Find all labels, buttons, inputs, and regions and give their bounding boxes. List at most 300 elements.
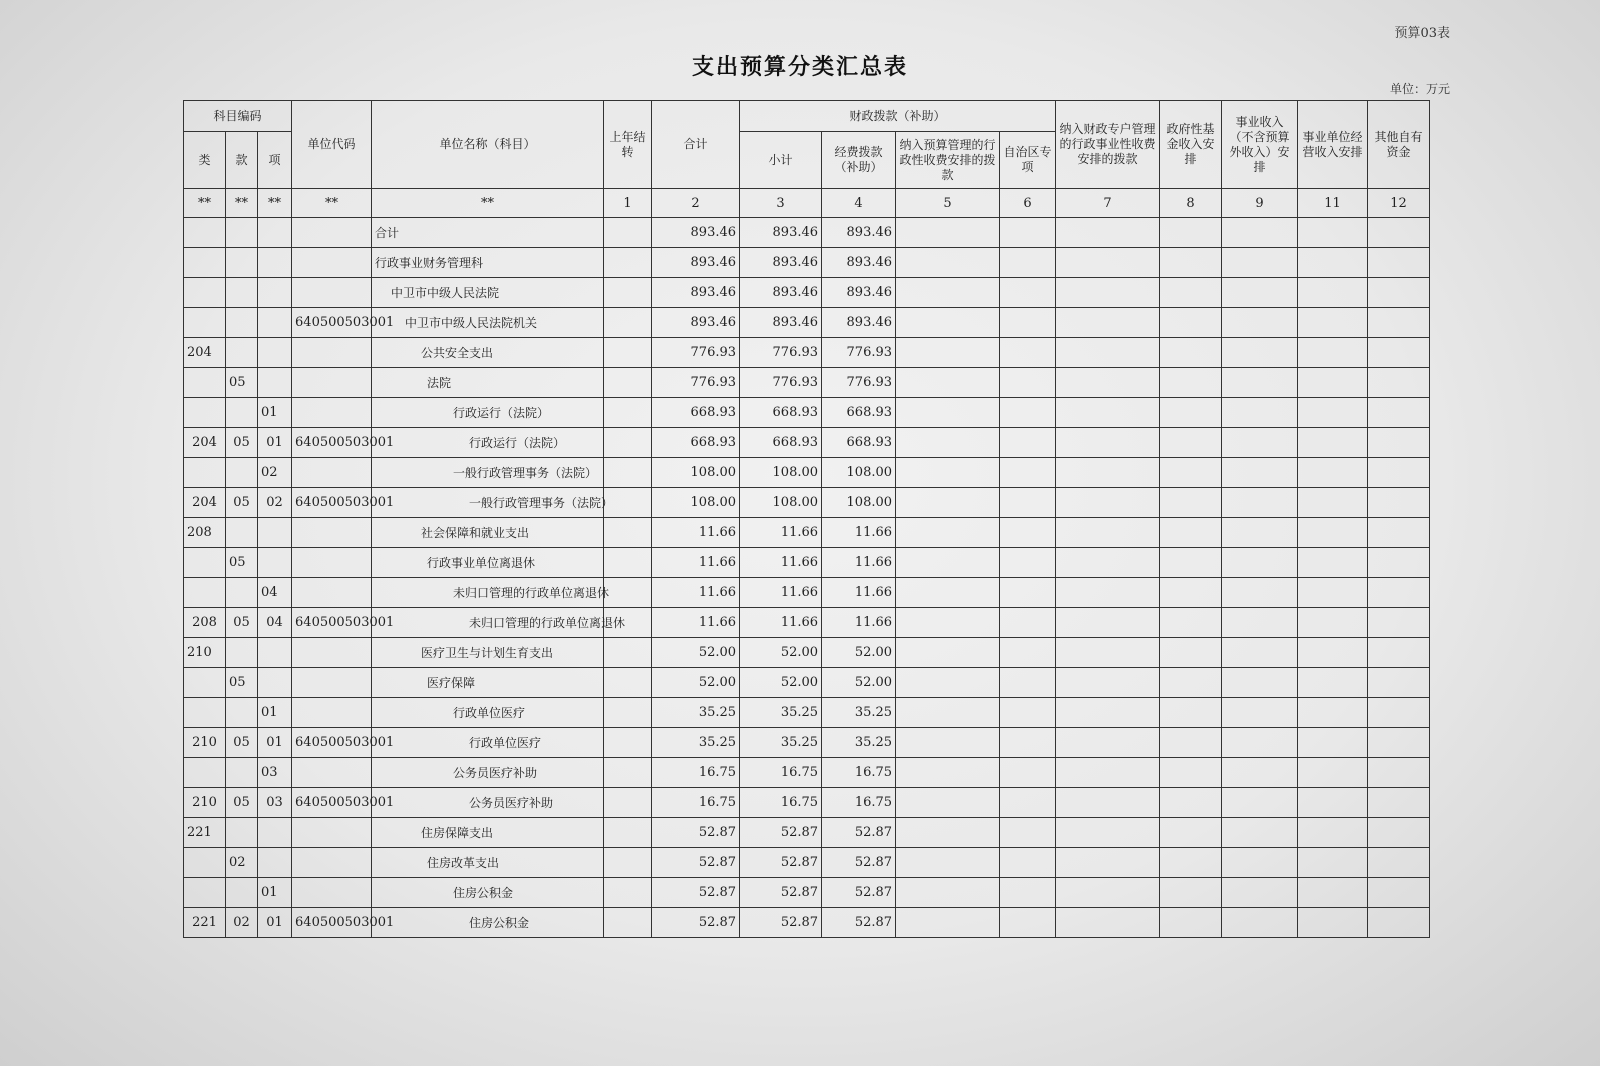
- regular-cell: 35.25: [822, 698, 896, 728]
- business-income-cell: [1222, 758, 1298, 788]
- unit-code-cell: [292, 878, 372, 908]
- subtotal-cell: 35.25: [740, 728, 822, 758]
- subtotal-cell: 108.00: [740, 488, 822, 518]
- total-cell: 35.25: [652, 698, 740, 728]
- admin-fee-cell: [896, 878, 1000, 908]
- business-income-cell: [1222, 368, 1298, 398]
- total-cell: 11.66: [652, 518, 740, 548]
- business-income-cell: [1222, 488, 1298, 518]
- operating-income-cell: [1298, 758, 1368, 788]
- xiang-cell: 03: [258, 788, 292, 818]
- other-funds-cell: [1368, 398, 1430, 428]
- subtotal-cell: 11.66: [740, 548, 822, 578]
- gov-fund-cell: [1160, 548, 1222, 578]
- admin-fee-cell: [896, 488, 1000, 518]
- region-special-cell: [1000, 608, 1056, 638]
- gov-fund-cell: [1160, 428, 1222, 458]
- lei-cell: [184, 278, 226, 308]
- other-funds-cell: [1368, 368, 1430, 398]
- operating-income-cell: [1298, 668, 1368, 698]
- admin-fee-cell: [896, 278, 1000, 308]
- carryover-cell: [604, 698, 652, 728]
- gov-fund-cell: [1160, 248, 1222, 278]
- header-admin-fee: 纳入预算管理的行政性收费安排的拨款: [896, 132, 1000, 189]
- operating-income-cell: [1298, 338, 1368, 368]
- table-row: [184, 758, 1430, 788]
- total-cell: 668.93: [652, 428, 740, 458]
- business-income-cell: [1222, 338, 1298, 368]
- lei-cell: 208: [184, 608, 226, 638]
- kuan-cell: [226, 758, 258, 788]
- xiang-cell: 01: [258, 728, 292, 758]
- lei-cell: [184, 308, 226, 338]
- unit-name-cell: 公共安全支出: [372, 338, 604, 368]
- xiang-cell: 04: [258, 578, 292, 608]
- region-special-cell: [1000, 818, 1056, 848]
- table-row: [184, 488, 1430, 518]
- unit-name-cell: 住房公积金: [372, 908, 604, 938]
- regular-cell: 52.87: [822, 908, 896, 938]
- unit-name-cell: 未归口管理的行政单位离退休: [372, 578, 604, 608]
- regular-cell: 16.75: [822, 758, 896, 788]
- kuan-cell: 05: [226, 428, 258, 458]
- subtotal-cell: 668.93: [740, 398, 822, 428]
- kuan-cell: [226, 878, 258, 908]
- carryover-cell: [604, 638, 652, 668]
- region-special-cell: [1000, 428, 1056, 458]
- kuan-cell: [226, 308, 258, 338]
- operating-income-cell: [1298, 578, 1368, 608]
- regular-cell: 893.46: [822, 278, 896, 308]
- region-special-cell: [1000, 638, 1056, 668]
- operating-income-cell: [1298, 728, 1368, 758]
- other-funds-cell: [1368, 818, 1430, 848]
- xiang-cell: [258, 278, 292, 308]
- fiscal-account-cell: [1056, 368, 1160, 398]
- fiscal-account-cell: [1056, 758, 1160, 788]
- total-cell: 893.46: [652, 278, 740, 308]
- index-row: [184, 189, 1430, 218]
- unit-code-cell: 640500503001: [292, 308, 372, 338]
- page-label: 预算03表: [1394, 26, 1450, 41]
- kuan-cell: 05: [226, 788, 258, 818]
- xiang-cell: [258, 638, 292, 668]
- xiang-cell: [258, 248, 292, 278]
- subtotal-cell: 11.66: [740, 608, 822, 638]
- carryover-cell: [604, 908, 652, 938]
- kuan-cell: [226, 398, 258, 428]
- admin-fee-cell: [896, 758, 1000, 788]
- business-income-cell: [1222, 698, 1298, 728]
- unit-name-cell: 住房公积金: [372, 878, 604, 908]
- lei-cell: [184, 578, 226, 608]
- operating-income-cell: [1298, 518, 1368, 548]
- fiscal-account-cell: [1056, 878, 1160, 908]
- lei-cell: 210: [184, 728, 226, 758]
- fiscal-account-cell: [1056, 278, 1160, 308]
- subtotal-cell: 668.93: [740, 428, 822, 458]
- index-cell: 11: [1298, 189, 1368, 218]
- header-gov-fund: 政府性基金收入安排: [1160, 101, 1222, 189]
- regular-cell: 11.66: [822, 548, 896, 578]
- operating-income-cell: [1298, 548, 1368, 578]
- subtotal-cell: 52.00: [740, 668, 822, 698]
- admin-fee-cell: [896, 578, 1000, 608]
- unit-code-cell: [292, 398, 372, 428]
- unit-code-cell: [292, 248, 372, 278]
- other-funds-cell: [1368, 218, 1430, 248]
- table-row: [184, 908, 1430, 938]
- kuan-cell: 05: [226, 728, 258, 758]
- kuan-cell: [226, 278, 258, 308]
- unit-code-cell: [292, 458, 372, 488]
- carryover-cell: [604, 758, 652, 788]
- index-cell: 5: [896, 189, 1000, 218]
- admin-fee-cell: [896, 848, 1000, 878]
- header-unit-code: 单位代码: [292, 101, 372, 189]
- fiscal-account-cell: [1056, 518, 1160, 548]
- operating-income-cell: [1298, 848, 1368, 878]
- gov-fund-cell: [1160, 218, 1222, 248]
- unit-name-cell: 行政事业单位离退休: [372, 548, 604, 578]
- unit-name-cell: 医疗保障: [372, 668, 604, 698]
- table-row: [184, 338, 1430, 368]
- lei-cell: 210: [184, 788, 226, 818]
- fiscal-account-cell: [1056, 908, 1160, 938]
- lei-cell: [184, 248, 226, 278]
- lei-cell: [184, 848, 226, 878]
- operating-income-cell: [1298, 368, 1368, 398]
- business-income-cell: [1222, 458, 1298, 488]
- xiang-cell: [258, 338, 292, 368]
- gov-fund-cell: [1160, 908, 1222, 938]
- business-income-cell: [1222, 578, 1298, 608]
- lei-cell: [184, 878, 226, 908]
- table-row: [184, 548, 1430, 578]
- total-cell: 776.93: [652, 338, 740, 368]
- carryover-cell: [604, 818, 652, 848]
- region-special-cell: [1000, 548, 1056, 578]
- gov-fund-cell: [1160, 458, 1222, 488]
- subtotal-cell: 16.75: [740, 758, 822, 788]
- kuan-cell: [226, 218, 258, 248]
- other-funds-cell: [1368, 308, 1430, 338]
- unit-code-cell: [292, 338, 372, 368]
- unit-code-cell: [292, 668, 372, 698]
- index-cell: 1: [604, 189, 652, 218]
- regular-cell: 776.93: [822, 368, 896, 398]
- total-cell: 52.87: [652, 818, 740, 848]
- unit-code-cell: [292, 218, 372, 248]
- admin-fee-cell: [896, 638, 1000, 668]
- total-cell: 893.46: [652, 218, 740, 248]
- business-income-cell: [1222, 278, 1298, 308]
- regular-cell: 893.46: [822, 248, 896, 278]
- table-row: [184, 308, 1430, 338]
- header-regular: 经费拨款（补助）: [822, 132, 896, 189]
- admin-fee-cell: [896, 398, 1000, 428]
- carryover-cell: [604, 788, 652, 818]
- index-cell: **: [292, 189, 372, 218]
- other-funds-cell: [1368, 878, 1430, 908]
- carryover-cell: [604, 218, 652, 248]
- total-cell: 16.75: [652, 758, 740, 788]
- region-special-cell: [1000, 218, 1056, 248]
- lei-cell: 204: [184, 338, 226, 368]
- unit-code-cell: [292, 758, 372, 788]
- header-fiscal-group: 财政拨款（补助）: [740, 101, 1056, 132]
- unit-code-cell: [292, 818, 372, 848]
- carryover-cell: [604, 398, 652, 428]
- business-income-cell: [1222, 248, 1298, 278]
- unit-code-cell: [292, 278, 372, 308]
- gov-fund-cell: [1160, 638, 1222, 668]
- gov-fund-cell: [1160, 368, 1222, 398]
- unit-name-cell: 行政单位医疗: [372, 698, 604, 728]
- unit-name-cell: 未归口管理的行政单位离退休: [372, 608, 604, 638]
- total-cell: 52.87: [652, 848, 740, 878]
- subtotal-cell: 16.75: [740, 788, 822, 818]
- table-row: [184, 788, 1430, 818]
- gov-fund-cell: [1160, 818, 1222, 848]
- regular-cell: 893.46: [822, 218, 896, 248]
- header-total: 合计: [652, 101, 740, 189]
- regular-cell: 893.46: [822, 308, 896, 338]
- unit-code-cell: [292, 518, 372, 548]
- total-cell: 11.66: [652, 608, 740, 638]
- subtotal-cell: 35.25: [740, 698, 822, 728]
- business-income-cell: [1222, 608, 1298, 638]
- gov-fund-cell: [1160, 758, 1222, 788]
- gov-fund-cell: [1160, 878, 1222, 908]
- table-body: [184, 218, 1430, 938]
- other-funds-cell: [1368, 758, 1430, 788]
- operating-income-cell: [1298, 788, 1368, 818]
- table-row: [184, 368, 1430, 398]
- unit-label: 单位：万元: [1389, 82, 1450, 96]
- table-row: [184, 458, 1430, 488]
- unit-code-cell: 640500503001: [292, 488, 372, 518]
- other-funds-cell: [1368, 848, 1430, 878]
- header-subject-code: 科目编码: [184, 101, 292, 132]
- regular-cell: 52.87: [822, 848, 896, 878]
- admin-fee-cell: [896, 458, 1000, 488]
- other-funds-cell: [1368, 548, 1430, 578]
- regular-cell: 11.66: [822, 608, 896, 638]
- business-income-cell: [1222, 668, 1298, 698]
- other-funds-cell: [1368, 428, 1430, 458]
- business-income-cell: [1222, 848, 1298, 878]
- carryover-cell: [604, 428, 652, 458]
- total-cell: 108.00: [652, 458, 740, 488]
- operating-income-cell: [1298, 488, 1368, 518]
- table-row: [184, 668, 1430, 698]
- admin-fee-cell: [896, 818, 1000, 848]
- table-row: [184, 878, 1430, 908]
- carryover-cell: [604, 728, 652, 758]
- regular-cell: 11.66: [822, 578, 896, 608]
- carryover-cell: [604, 548, 652, 578]
- regular-cell: 108.00: [822, 488, 896, 518]
- regular-cell: 52.00: [822, 638, 896, 668]
- unit-code-cell: 640500503001: [292, 728, 372, 758]
- total-cell: 108.00: [652, 488, 740, 518]
- fiscal-account-cell: [1056, 218, 1160, 248]
- operating-income-cell: [1298, 878, 1368, 908]
- operating-income-cell: [1298, 308, 1368, 338]
- table-row: [184, 638, 1430, 668]
- table-row: [184, 728, 1430, 758]
- xiang-cell: [258, 368, 292, 398]
- budget-table: [183, 100, 1430, 938]
- region-special-cell: [1000, 368, 1056, 398]
- unit-code-cell: [292, 638, 372, 668]
- admin-fee-cell: [896, 908, 1000, 938]
- kuan-cell: 05: [226, 368, 258, 398]
- kuan-cell: [226, 518, 258, 548]
- kuan-cell: [226, 698, 258, 728]
- kuan-cell: [226, 638, 258, 668]
- fiscal-account-cell: [1056, 458, 1160, 488]
- unit-name-cell: 住房保障支出: [372, 818, 604, 848]
- total-cell: 16.75: [652, 788, 740, 818]
- gov-fund-cell: [1160, 668, 1222, 698]
- business-income-cell: [1222, 308, 1298, 338]
- xiang-cell: [258, 668, 292, 698]
- business-income-cell: [1222, 638, 1298, 668]
- fiscal-account-cell: [1056, 338, 1160, 368]
- region-special-cell: [1000, 398, 1056, 428]
- xiang-cell: 01: [258, 878, 292, 908]
- gov-fund-cell: [1160, 338, 1222, 368]
- unit-code-cell: 640500503001: [292, 908, 372, 938]
- regular-cell: 668.93: [822, 428, 896, 458]
- regular-cell: 52.87: [822, 878, 896, 908]
- xiang-cell: 01: [258, 428, 292, 458]
- region-special-cell: [1000, 308, 1056, 338]
- gov-fund-cell: [1160, 308, 1222, 338]
- unit-name-cell: 一般行政管理事务（法院）: [372, 488, 604, 518]
- region-special-cell: [1000, 578, 1056, 608]
- unit-name-cell: 行政运行（法院）: [372, 428, 604, 458]
- subtotal-cell: 893.46: [740, 308, 822, 338]
- lei-cell: 221: [184, 818, 226, 848]
- table-row: [184, 698, 1430, 728]
- total-cell: 52.87: [652, 878, 740, 908]
- region-special-cell: [1000, 698, 1056, 728]
- gov-fund-cell: [1160, 848, 1222, 878]
- other-funds-cell: [1368, 488, 1430, 518]
- fiscal-account-cell: [1056, 818, 1160, 848]
- total-cell: 776.93: [652, 368, 740, 398]
- unit-code-cell: [292, 848, 372, 878]
- other-funds-cell: [1368, 638, 1430, 668]
- regular-cell: 776.93: [822, 338, 896, 368]
- subtotal-cell: 52.87: [740, 908, 822, 938]
- lei-cell: [184, 758, 226, 788]
- fiscal-account-cell: [1056, 398, 1160, 428]
- region-special-cell: [1000, 788, 1056, 818]
- xiang-cell: [258, 818, 292, 848]
- admin-fee-cell: [896, 668, 1000, 698]
- unit-name-cell: 行政事业财务管理科: [372, 248, 604, 278]
- xiang-cell: [258, 848, 292, 878]
- regular-cell: 668.93: [822, 398, 896, 428]
- header-region-special: 自治区专项: [1000, 132, 1056, 189]
- other-funds-cell: [1368, 908, 1430, 938]
- table-row: [184, 848, 1430, 878]
- carryover-cell: [604, 578, 652, 608]
- fiscal-account-cell: [1056, 668, 1160, 698]
- unit-name-cell: 中卫市中级人民法院: [372, 278, 604, 308]
- kuan-cell: 02: [226, 848, 258, 878]
- business-income-cell: [1222, 548, 1298, 578]
- lei-cell: 208: [184, 518, 226, 548]
- fiscal-account-cell: [1056, 308, 1160, 338]
- index-cell: **: [184, 189, 226, 218]
- index-cell: 8: [1160, 189, 1222, 218]
- region-special-cell: [1000, 488, 1056, 518]
- gov-fund-cell: [1160, 518, 1222, 548]
- xiang-cell: 01: [258, 698, 292, 728]
- index-cell: 4: [822, 189, 896, 218]
- table-row: [184, 248, 1430, 278]
- unit-name-cell: 行政运行（法院）: [372, 398, 604, 428]
- kuan-cell: 02: [226, 908, 258, 938]
- regular-cell: 52.00: [822, 668, 896, 698]
- unit-name-cell: 合计: [372, 218, 604, 248]
- carryover-cell: [604, 668, 652, 698]
- unit-name-cell: 社会保障和就业支出: [372, 518, 604, 548]
- business-income-cell: [1222, 788, 1298, 818]
- business-income-cell: [1222, 728, 1298, 758]
- admin-fee-cell: [896, 338, 1000, 368]
- unit-code-cell: [292, 368, 372, 398]
- gov-fund-cell: [1160, 698, 1222, 728]
- admin-fee-cell: [896, 518, 1000, 548]
- subtotal-cell: 893.46: [740, 248, 822, 278]
- lei-cell: 221: [184, 908, 226, 938]
- operating-income-cell: [1298, 698, 1368, 728]
- header-unit-name: 单位名称（科目）: [372, 101, 604, 189]
- operating-income-cell: [1298, 248, 1368, 278]
- unit-code-cell: [292, 548, 372, 578]
- xiang-cell: 03: [258, 758, 292, 788]
- unit-code-cell: 640500503001: [292, 428, 372, 458]
- other-funds-cell: [1368, 278, 1430, 308]
- subtotal-cell: 776.93: [740, 368, 822, 398]
- total-cell: 893.46: [652, 308, 740, 338]
- fiscal-account-cell: [1056, 428, 1160, 458]
- table-row: [184, 398, 1430, 428]
- region-special-cell: [1000, 728, 1056, 758]
- fiscal-account-cell: [1056, 488, 1160, 518]
- total-cell: 668.93: [652, 398, 740, 428]
- xiang-cell: 02: [258, 488, 292, 518]
- unit-name-cell: 公务员医疗补助: [372, 758, 604, 788]
- unit-code-cell: [292, 578, 372, 608]
- subtotal-cell: 108.00: [740, 458, 822, 488]
- region-special-cell: [1000, 278, 1056, 308]
- lei-cell: 210: [184, 638, 226, 668]
- subtotal-cell: 893.46: [740, 218, 822, 248]
- carryover-cell: [604, 248, 652, 278]
- carryover-cell: [604, 458, 652, 488]
- carryover-cell: [604, 308, 652, 338]
- admin-fee-cell: [896, 428, 1000, 458]
- business-income-cell: [1222, 428, 1298, 458]
- business-income-cell: [1222, 908, 1298, 938]
